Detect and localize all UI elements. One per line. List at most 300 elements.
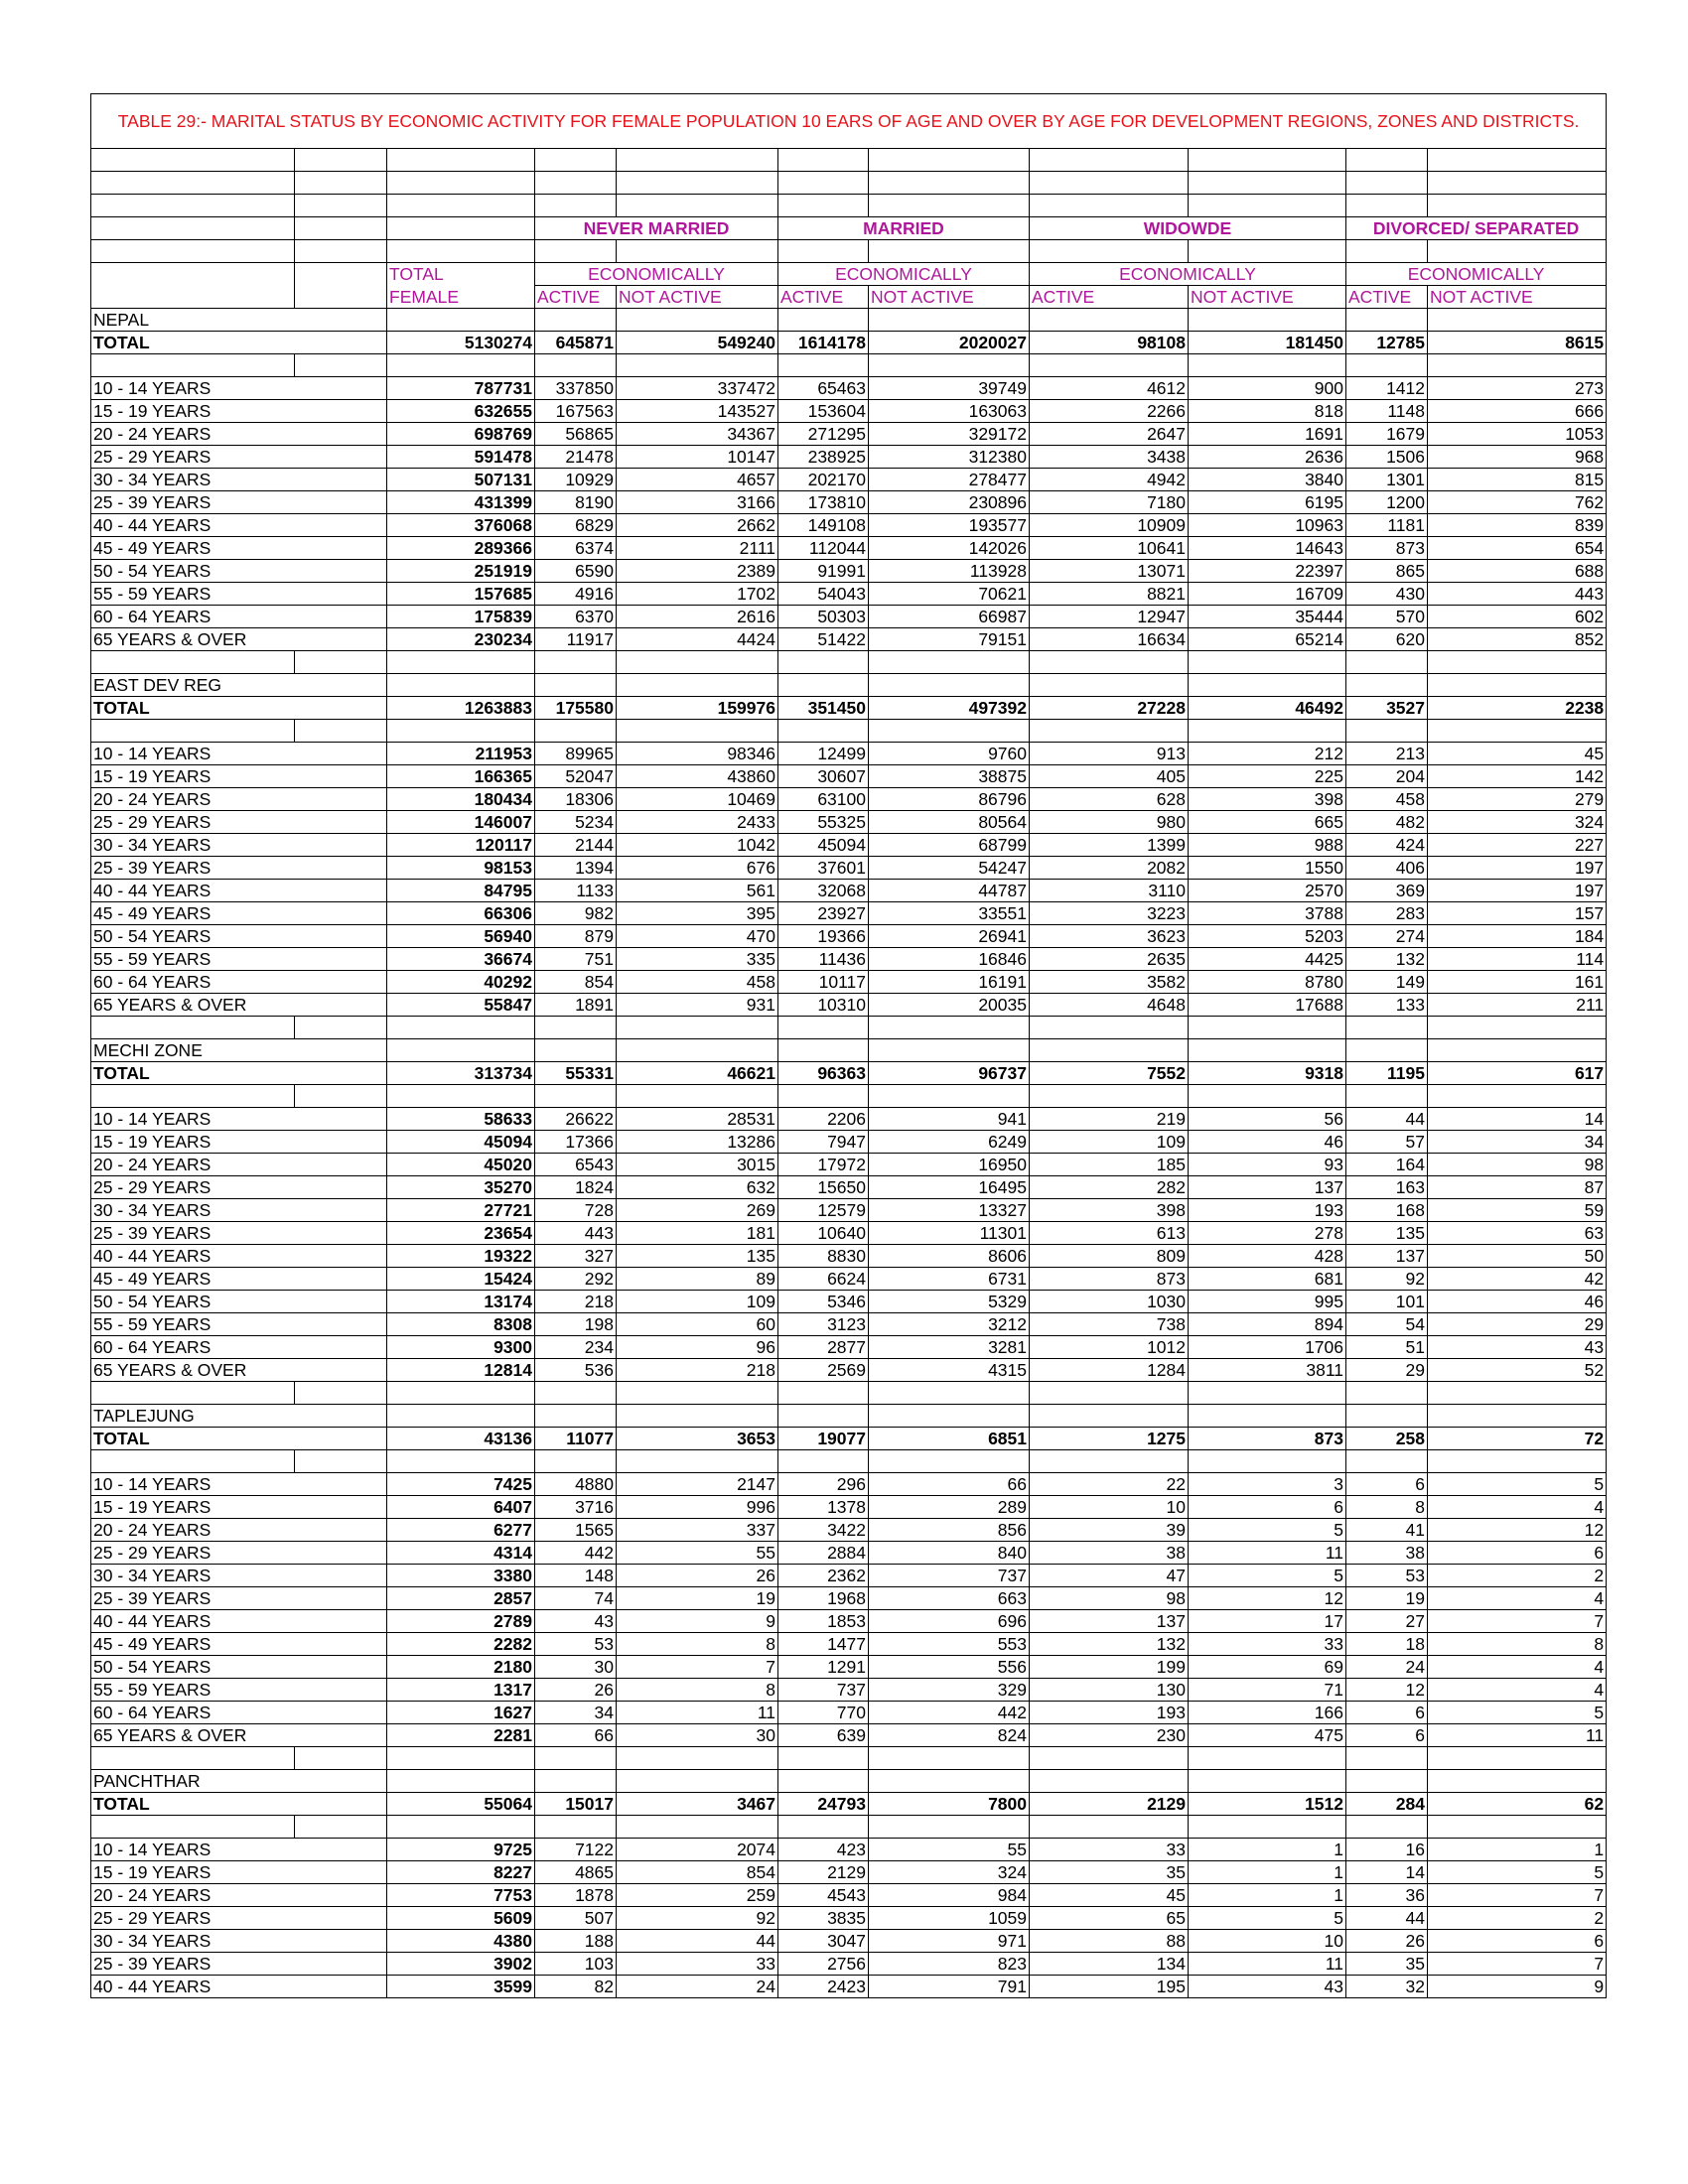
cell-col-6: 913 bbox=[1030, 743, 1189, 765]
cell-col-9: 279 bbox=[1428, 788, 1607, 811]
table-row bbox=[91, 1610, 1607, 1633]
cell-col-6: 2647 bbox=[1030, 423, 1189, 446]
cell-col-3: 2147 bbox=[617, 1473, 778, 1496]
cell-col-3: 43860 bbox=[617, 765, 778, 788]
cell-col-5: 86796 bbox=[869, 788, 1030, 811]
section-total-row bbox=[91, 697, 1607, 720]
cell-col-6: 98108 bbox=[1030, 332, 1189, 354]
cell-col-9: 815 bbox=[1428, 469, 1607, 491]
row-label: 65 YEARS & OVER bbox=[91, 994, 387, 1017]
row-label: 25 - 39 YEARS bbox=[91, 1953, 387, 1976]
cell-col-3: 10147 bbox=[617, 446, 778, 469]
cell-col-5: 2020027 bbox=[869, 332, 1030, 354]
cell-col-3: 181 bbox=[617, 1222, 778, 1245]
header-female: FEMALE bbox=[387, 286, 535, 309]
cell-col-7: 1 bbox=[1189, 1839, 1346, 1861]
table-row bbox=[91, 446, 1607, 469]
cell-col-2: 53 bbox=[535, 1633, 617, 1656]
row-label: 60 - 64 YEARS bbox=[91, 1702, 387, 1724]
table-row bbox=[91, 1336, 1607, 1359]
cell-col-2: 982 bbox=[535, 902, 617, 925]
table-row bbox=[91, 377, 1607, 400]
cell-col-9: 157 bbox=[1428, 902, 1607, 925]
table-row bbox=[91, 628, 1607, 651]
cell-col-8: 1181 bbox=[1346, 514, 1428, 537]
cell-col-3: 4657 bbox=[617, 469, 778, 491]
cell-col-9: 72 bbox=[1428, 1428, 1607, 1450]
cell-col-3: 143527 bbox=[617, 400, 778, 423]
cell-col-6: 39 bbox=[1030, 1519, 1189, 1542]
cell-col-4: 5346 bbox=[778, 1291, 869, 1313]
cell-col-1: 27721 bbox=[387, 1199, 535, 1222]
row-label: 20 - 24 YEARS bbox=[91, 1884, 387, 1907]
cell-col-4: 19077 bbox=[778, 1428, 869, 1450]
cell-col-9: 4 bbox=[1428, 1496, 1607, 1519]
cell-col-2: 89965 bbox=[535, 743, 617, 765]
cell-col-6: 1012 bbox=[1030, 1336, 1189, 1359]
cell-col-4: 1378 bbox=[778, 1496, 869, 1519]
cell-col-4: 2362 bbox=[778, 1565, 869, 1587]
cell-col-7: 2636 bbox=[1189, 446, 1346, 469]
cell-col-2: 1878 bbox=[535, 1884, 617, 1907]
cell-col-9: 617 bbox=[1428, 1062, 1607, 1085]
cell-col-4: 10310 bbox=[778, 994, 869, 1017]
cell-col-7: 5 bbox=[1189, 1565, 1346, 1587]
cell-col-8: 18 bbox=[1346, 1633, 1428, 1656]
row-label: 30 - 34 YEARS bbox=[91, 1199, 387, 1222]
cell-col-8: 6 bbox=[1346, 1473, 1428, 1496]
row-label: 25 - 29 YEARS bbox=[91, 446, 387, 469]
cell-col-2: 327 bbox=[535, 1245, 617, 1268]
cell-col-3: 1042 bbox=[617, 834, 778, 857]
cell-col-6: 185 bbox=[1030, 1154, 1189, 1176]
cell-col-5: 9760 bbox=[869, 743, 1030, 765]
cell-col-5: 3281 bbox=[869, 1336, 1030, 1359]
cell-col-9: 6 bbox=[1428, 1542, 1607, 1565]
cell-col-8: 204 bbox=[1346, 765, 1428, 788]
cell-col-1: 120117 bbox=[387, 834, 535, 857]
cell-col-5: 79151 bbox=[869, 628, 1030, 651]
cell-col-7: 10 bbox=[1189, 1930, 1346, 1953]
cell-col-1: 698769 bbox=[387, 423, 535, 446]
cell-col-1: 23654 bbox=[387, 1222, 535, 1245]
cell-col-7: 900 bbox=[1189, 377, 1346, 400]
cell-col-3: 98346 bbox=[617, 743, 778, 765]
cell-col-1: 2789 bbox=[387, 1610, 535, 1633]
cell-col-2: 103 bbox=[535, 1953, 617, 1976]
cell-col-9: 2 bbox=[1428, 1565, 1607, 1587]
table-row bbox=[91, 1519, 1607, 1542]
cell-col-5: 553 bbox=[869, 1633, 1030, 1656]
table-row bbox=[91, 857, 1607, 880]
row-label: 15 - 19 YEARS bbox=[91, 1131, 387, 1154]
cell-col-5: 7800 bbox=[869, 1793, 1030, 1816]
cell-col-9: 34 bbox=[1428, 1131, 1607, 1154]
row-label: 25 - 29 YEARS bbox=[91, 1542, 387, 1565]
section-total-row bbox=[91, 1062, 1607, 1085]
cell-col-4: 2756 bbox=[778, 1953, 869, 1976]
cell-col-1: 632655 bbox=[387, 400, 535, 423]
table-row bbox=[91, 537, 1607, 560]
cell-col-2: 8190 bbox=[535, 491, 617, 514]
cell-col-2: 6590 bbox=[535, 560, 617, 583]
cell-col-2: 443 bbox=[535, 1222, 617, 1245]
cell-col-1: 84795 bbox=[387, 880, 535, 902]
cell-col-5: 824 bbox=[869, 1724, 1030, 1747]
row-label: 10 - 14 YEARS bbox=[91, 1108, 387, 1131]
cell-col-8: 36 bbox=[1346, 1884, 1428, 1907]
cell-col-2: 6370 bbox=[535, 606, 617, 628]
row-label: 30 - 34 YEARS bbox=[91, 469, 387, 491]
cell-col-1: 431399 bbox=[387, 491, 535, 514]
cell-col-6: 98 bbox=[1030, 1587, 1189, 1610]
cell-col-7: 193 bbox=[1189, 1199, 1346, 1222]
section-name-row bbox=[91, 674, 1607, 697]
cell-col-4: 1853 bbox=[778, 1610, 869, 1633]
cell-col-5: 840 bbox=[869, 1542, 1030, 1565]
cell-col-1: 5130274 bbox=[387, 332, 535, 354]
cell-col-3: 218 bbox=[617, 1359, 778, 1382]
cell-col-3: 2662 bbox=[617, 514, 778, 537]
cell-col-7: 5 bbox=[1189, 1907, 1346, 1930]
cell-col-8: 132 bbox=[1346, 948, 1428, 971]
cell-col-5: 38875 bbox=[869, 765, 1030, 788]
cell-col-3: 337 bbox=[617, 1519, 778, 1542]
cell-col-4: 202170 bbox=[778, 469, 869, 491]
cell-col-1: 8227 bbox=[387, 1861, 535, 1884]
cell-col-5: 66 bbox=[869, 1473, 1030, 1496]
section-total-row bbox=[91, 1428, 1607, 1450]
cell-col-7: 988 bbox=[1189, 834, 1346, 857]
cell-col-6: 4648 bbox=[1030, 994, 1189, 1017]
cell-col-6: 628 bbox=[1030, 788, 1189, 811]
cell-col-2: 11917 bbox=[535, 628, 617, 651]
cell-col-3: 931 bbox=[617, 994, 778, 1017]
cell-col-5: 971 bbox=[869, 1930, 1030, 1953]
cell-col-8: 1195 bbox=[1346, 1062, 1428, 1085]
row-label: 40 - 44 YEARS bbox=[91, 1976, 387, 1998]
cell-col-8: 424 bbox=[1346, 834, 1428, 857]
cell-col-2: 1133 bbox=[535, 880, 617, 902]
cell-col-6: 193 bbox=[1030, 1702, 1189, 1724]
cell-col-7: 3840 bbox=[1189, 469, 1346, 491]
cell-col-3: 549240 bbox=[617, 332, 778, 354]
section-total-row bbox=[91, 332, 1607, 354]
table-row bbox=[91, 1633, 1607, 1656]
cell-col-1: 8308 bbox=[387, 1313, 535, 1336]
cell-col-5: 20035 bbox=[869, 994, 1030, 1017]
cell-col-4: 112044 bbox=[778, 537, 869, 560]
cell-col-5: 33551 bbox=[869, 902, 1030, 925]
cell-col-5: 16191 bbox=[869, 971, 1030, 994]
cell-col-2: 645871 bbox=[535, 332, 617, 354]
cell-col-8: 6 bbox=[1346, 1724, 1428, 1747]
cell-col-3: 470 bbox=[617, 925, 778, 948]
cell-col-8: 258 bbox=[1346, 1428, 1428, 1450]
table-row bbox=[91, 560, 1607, 583]
row-label: 45 - 49 YEARS bbox=[91, 1633, 387, 1656]
cell-col-6: 230 bbox=[1030, 1724, 1189, 1747]
cell-col-4: 3835 bbox=[778, 1907, 869, 1930]
cell-col-7: 71 bbox=[1189, 1679, 1346, 1702]
cell-col-6: 195 bbox=[1030, 1976, 1189, 1998]
cell-col-7: 1 bbox=[1189, 1861, 1346, 1884]
cell-col-8: 8 bbox=[1346, 1496, 1428, 1519]
table-row bbox=[91, 423, 1607, 446]
cell-col-4: 23927 bbox=[778, 902, 869, 925]
cell-col-1: 3902 bbox=[387, 1953, 535, 1976]
cell-col-2: 507 bbox=[535, 1907, 617, 1930]
header-row-economically bbox=[91, 263, 1607, 286]
cell-col-6: 3582 bbox=[1030, 971, 1189, 994]
cell-col-2: 66 bbox=[535, 1724, 617, 1747]
cell-col-4: 7947 bbox=[778, 1131, 869, 1154]
header-economically-m: ECONOMICALLY bbox=[778, 263, 1030, 286]
cell-col-9: 59 bbox=[1428, 1199, 1607, 1222]
section-name: EAST DEV REG bbox=[91, 674, 387, 697]
table-row bbox=[91, 1473, 1607, 1496]
cell-col-5: 941 bbox=[869, 1108, 1030, 1131]
cell-col-2: 4880 bbox=[535, 1473, 617, 1496]
cell-col-1: 9725 bbox=[387, 1839, 535, 1861]
cell-col-8: 12 bbox=[1346, 1679, 1428, 1702]
cell-col-2: 52047 bbox=[535, 765, 617, 788]
cell-col-8: 29 bbox=[1346, 1359, 1428, 1382]
section-name-row bbox=[91, 309, 1607, 332]
cell-col-3: 7 bbox=[617, 1656, 778, 1679]
cell-col-2: 55331 bbox=[535, 1062, 617, 1085]
cell-col-3: 28531 bbox=[617, 1108, 778, 1131]
cell-col-3: 55 bbox=[617, 1542, 778, 1565]
cell-col-2: 1891 bbox=[535, 994, 617, 1017]
cell-col-6: 4612 bbox=[1030, 377, 1189, 400]
cell-col-7: 1550 bbox=[1189, 857, 1346, 880]
row-label: 50 - 54 YEARS bbox=[91, 925, 387, 948]
table-row bbox=[91, 1359, 1607, 1382]
cell-col-9: 142 bbox=[1428, 765, 1607, 788]
cell-col-5: 278477 bbox=[869, 469, 1030, 491]
cell-col-4: 1291 bbox=[778, 1656, 869, 1679]
cell-col-5: 823 bbox=[869, 1953, 1030, 1976]
cell-col-6: 130 bbox=[1030, 1679, 1189, 1702]
cell-col-7: 137 bbox=[1189, 1176, 1346, 1199]
cell-col-7: 212 bbox=[1189, 743, 1346, 765]
cell-col-8: 149 bbox=[1346, 971, 1428, 994]
cell-col-9: 9 bbox=[1428, 1976, 1607, 1998]
cell-col-8: 41 bbox=[1346, 1519, 1428, 1542]
cell-col-2: 15017 bbox=[535, 1793, 617, 1816]
cell-col-4: 153604 bbox=[778, 400, 869, 423]
section-name-row bbox=[91, 1770, 1607, 1793]
cell-col-8: 44 bbox=[1346, 1907, 1428, 1930]
cell-col-1: 251919 bbox=[387, 560, 535, 583]
cell-col-5: 856 bbox=[869, 1519, 1030, 1542]
cell-col-8: 19 bbox=[1346, 1587, 1428, 1610]
header-not-active-nm: NOT ACTIVE bbox=[617, 286, 778, 309]
cell-col-5: 663 bbox=[869, 1587, 1030, 1610]
cell-col-3: 13286 bbox=[617, 1131, 778, 1154]
cell-col-7: 5203 bbox=[1189, 925, 1346, 948]
cell-col-1: 4314 bbox=[387, 1542, 535, 1565]
header-total: TOTAL bbox=[387, 263, 535, 286]
cell-col-7: 4425 bbox=[1189, 948, 1346, 971]
table-row bbox=[91, 1839, 1607, 1861]
cell-col-5: 230896 bbox=[869, 491, 1030, 514]
cell-col-2: 198 bbox=[535, 1313, 617, 1336]
cell-col-7: 65214 bbox=[1189, 628, 1346, 651]
cell-col-8: 44 bbox=[1346, 1108, 1428, 1131]
cell-col-1: 591478 bbox=[387, 446, 535, 469]
cell-col-1: 15424 bbox=[387, 1268, 535, 1291]
cell-col-2: 148 bbox=[535, 1565, 617, 1587]
header-not-active-d: NOT ACTIVE bbox=[1428, 286, 1607, 309]
cell-col-8: 35 bbox=[1346, 1953, 1428, 1976]
cell-col-6: 38 bbox=[1030, 1542, 1189, 1565]
cell-col-5: 6731 bbox=[869, 1268, 1030, 1291]
cell-col-4: 1614178 bbox=[778, 332, 869, 354]
table-row bbox=[91, 1702, 1607, 1724]
cell-col-2: 26622 bbox=[535, 1108, 617, 1131]
cell-col-1: 289366 bbox=[387, 537, 535, 560]
cell-col-2: 43 bbox=[535, 1610, 617, 1633]
cell-col-4: 2569 bbox=[778, 1359, 869, 1382]
cell-col-9: 161 bbox=[1428, 971, 1607, 994]
cell-col-6: 219 bbox=[1030, 1108, 1189, 1131]
cell-col-8: 865 bbox=[1346, 560, 1428, 583]
table-row bbox=[91, 834, 1607, 857]
cell-col-9: 62 bbox=[1428, 1793, 1607, 1816]
cell-col-7: 181450 bbox=[1189, 332, 1346, 354]
cell-col-2: 1565 bbox=[535, 1519, 617, 1542]
cell-col-4: 15650 bbox=[778, 1176, 869, 1199]
cell-col-8: 1200 bbox=[1346, 491, 1428, 514]
cell-col-4: 10640 bbox=[778, 1222, 869, 1245]
cell-col-4: 639 bbox=[778, 1724, 869, 1747]
cell-col-3: 996 bbox=[617, 1496, 778, 1519]
row-label: 25 - 39 YEARS bbox=[91, 491, 387, 514]
cell-col-2: 167563 bbox=[535, 400, 617, 423]
row-label: 25 - 39 YEARS bbox=[91, 1587, 387, 1610]
cell-col-6: 3110 bbox=[1030, 880, 1189, 902]
table-row bbox=[91, 1222, 1607, 1245]
cell-col-3: 561 bbox=[617, 880, 778, 902]
cell-col-2: 5234 bbox=[535, 811, 617, 834]
cell-col-5: 39749 bbox=[869, 377, 1030, 400]
cell-col-4: 10117 bbox=[778, 971, 869, 994]
cell-col-9: 324 bbox=[1428, 811, 1607, 834]
cell-col-3: 458 bbox=[617, 971, 778, 994]
cell-col-3: 335 bbox=[617, 948, 778, 971]
cell-col-3: 44 bbox=[617, 1930, 778, 1953]
cell-col-5: 80564 bbox=[869, 811, 1030, 834]
row-label: 10 - 14 YEARS bbox=[91, 1473, 387, 1496]
cell-col-7: 17 bbox=[1189, 1610, 1346, 1633]
cell-col-8: 51 bbox=[1346, 1336, 1428, 1359]
cell-col-5: 66987 bbox=[869, 606, 1030, 628]
row-label: 25 - 39 YEARS bbox=[91, 857, 387, 880]
cell-col-9: 2238 bbox=[1428, 697, 1607, 720]
row-label: 20 - 24 YEARS bbox=[91, 423, 387, 446]
header-economically-d: ECONOMICALLY bbox=[1346, 263, 1607, 286]
cell-col-7: 1512 bbox=[1189, 1793, 1346, 1816]
row-label: 20 - 24 YEARS bbox=[91, 1519, 387, 1542]
cell-col-4: 4543 bbox=[778, 1884, 869, 1907]
cell-col-2: 536 bbox=[535, 1359, 617, 1382]
cell-col-1: 157685 bbox=[387, 583, 535, 606]
cell-col-8: 1412 bbox=[1346, 377, 1428, 400]
cell-col-4: 8830 bbox=[778, 1245, 869, 1268]
cell-col-2: 442 bbox=[535, 1542, 617, 1565]
cell-col-9: 1053 bbox=[1428, 423, 1607, 446]
cell-col-4: 238925 bbox=[778, 446, 869, 469]
table-row bbox=[91, 1176, 1607, 1199]
table-row bbox=[91, 1953, 1607, 1976]
cell-col-7: 8780 bbox=[1189, 971, 1346, 994]
cell-col-8: 16 bbox=[1346, 1839, 1428, 1861]
cell-col-3: 159976 bbox=[617, 697, 778, 720]
cell-col-6: 4942 bbox=[1030, 469, 1189, 491]
cell-col-3: 3653 bbox=[617, 1428, 778, 1450]
cell-col-1: 40292 bbox=[387, 971, 535, 994]
cell-col-1: 146007 bbox=[387, 811, 535, 834]
table-row bbox=[91, 1245, 1607, 1268]
cell-col-5: 16495 bbox=[869, 1176, 1030, 1199]
cell-col-7: 873 bbox=[1189, 1428, 1346, 1450]
section-name: TAPLEJUNG bbox=[91, 1405, 387, 1428]
cell-col-8: 369 bbox=[1346, 880, 1428, 902]
cell-col-9: 12 bbox=[1428, 1519, 1607, 1542]
cell-col-3: 46621 bbox=[617, 1062, 778, 1085]
cell-col-6: 873 bbox=[1030, 1268, 1189, 1291]
table-title: TABLE 29:- MARITAL STATUS BY ECONOMIC ACTIVITY FOR FEMALE POPULATION 10 EARS OF AGE AND OVER BY AGE FOR DEVELOPMENT REGIONS, ZONES AND DISTRICTS. bbox=[91, 94, 1607, 149]
cell-col-9: 7 bbox=[1428, 1953, 1607, 1976]
cell-col-4: 737 bbox=[778, 1679, 869, 1702]
cell-col-3: 24 bbox=[617, 1976, 778, 1998]
cell-col-3: 8 bbox=[617, 1633, 778, 1656]
cell-col-8: 430 bbox=[1346, 583, 1428, 606]
cell-col-6: 1275 bbox=[1030, 1428, 1189, 1450]
cell-col-9: 45 bbox=[1428, 743, 1607, 765]
table-row bbox=[91, 1724, 1607, 1747]
cell-col-1: 12814 bbox=[387, 1359, 535, 1382]
cell-col-7: 665 bbox=[1189, 811, 1346, 834]
cell-col-2: 879 bbox=[535, 925, 617, 948]
cell-col-7: 93 bbox=[1189, 1154, 1346, 1176]
header-active-d: ACTIVE bbox=[1346, 286, 1428, 309]
cell-col-7: 6 bbox=[1189, 1496, 1346, 1519]
cell-col-4: 3123 bbox=[778, 1313, 869, 1336]
row-label: 40 - 44 YEARS bbox=[91, 514, 387, 537]
row-label: 15 - 19 YEARS bbox=[91, 1496, 387, 1519]
table-row bbox=[91, 994, 1607, 1017]
cell-col-2: 175580 bbox=[535, 697, 617, 720]
cell-col-7: 69 bbox=[1189, 1656, 1346, 1679]
table-row bbox=[91, 788, 1607, 811]
cell-col-6: 398 bbox=[1030, 1199, 1189, 1222]
row-label: TOTAL bbox=[91, 1793, 387, 1816]
row-label: 55 - 59 YEARS bbox=[91, 1313, 387, 1336]
header-not-active-w: NOT ACTIVE bbox=[1189, 286, 1346, 309]
cell-col-4: 17972 bbox=[778, 1154, 869, 1176]
header-row-marital-status bbox=[91, 217, 1607, 240]
row-label: 10 - 14 YEARS bbox=[91, 743, 387, 765]
table-row bbox=[91, 1542, 1607, 1565]
cell-col-4: 173810 bbox=[778, 491, 869, 514]
table-row bbox=[91, 491, 1607, 514]
cell-col-7: 2570 bbox=[1189, 880, 1346, 902]
row-label: 65 YEARS & OVER bbox=[91, 628, 387, 651]
row-label: 55 - 59 YEARS bbox=[91, 583, 387, 606]
